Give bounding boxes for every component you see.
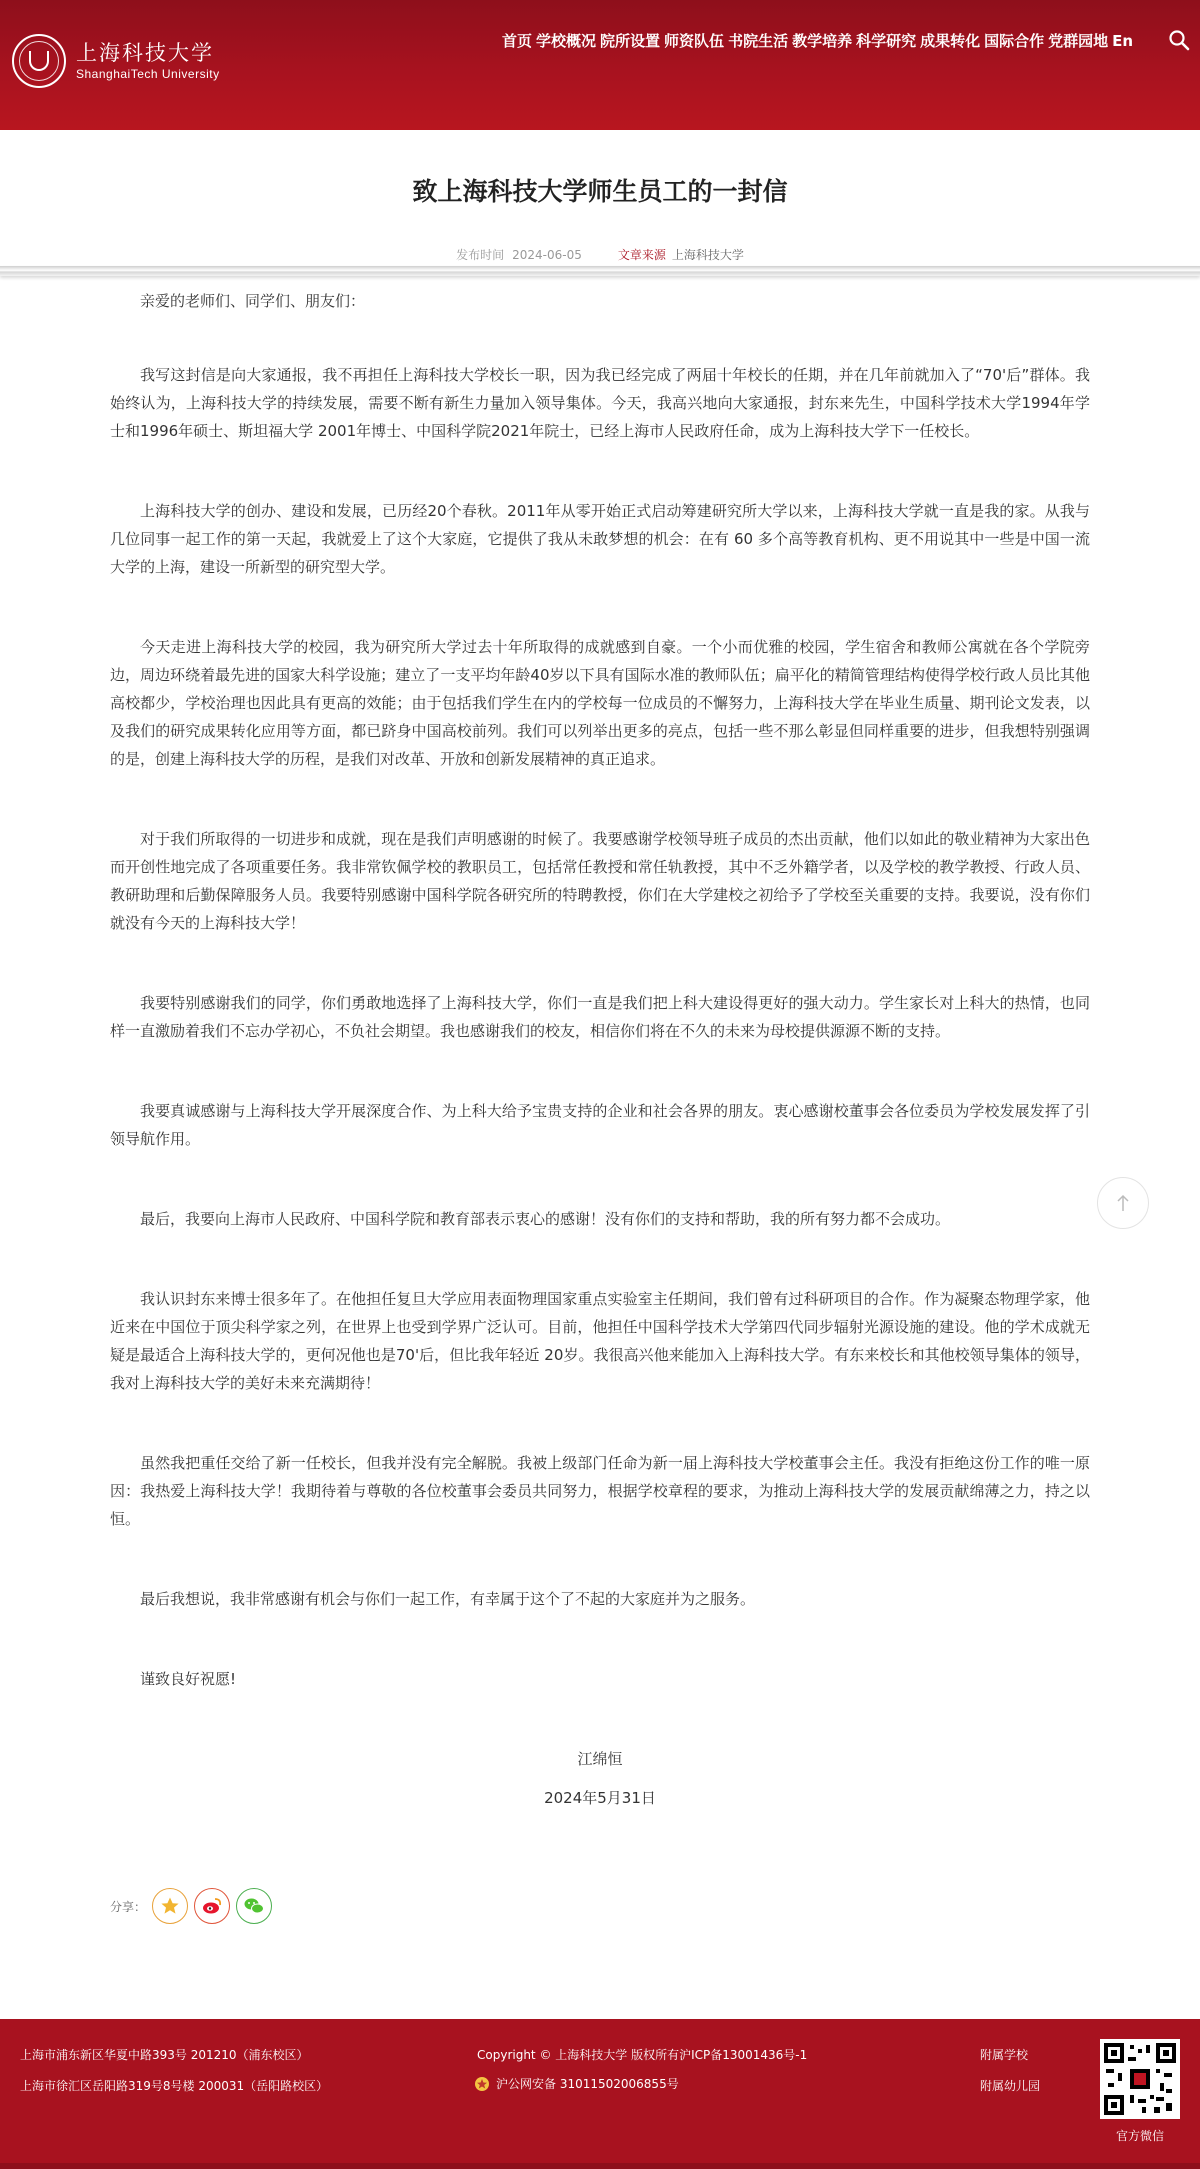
weibo-icon[interactable] xyxy=(194,1888,230,1924)
star-icon[interactable] xyxy=(152,1888,188,1924)
paragraph: 最后，我要向上海市人民政府、中国科学院和教育部表示衷心的感谢！没有你们的支持和帮助，我的所有努力都不会成功。 xyxy=(140,1210,951,1228)
paragraph: 对于我们所取得的一切进步和成就，现在是我们声明感谢的时候了。我要感谢学校领导班子成员的杰出贡献，他们以如此的敬业精神为大家出色而开创性地完成了各项重要任务。我非常钦佩学校的教职员工，包括常任教授和常任轨教授，其中不乏外籍学者，以及学校的教学教授、行政人员、教研助理和后勤保障服务人员。我要特别感谢中国科学院各研究所的特聘教授，你们在大学建校之初给予了学校至关重要的支持。我要说，没有你们就没有今天的上海科技大学！ xyxy=(110,830,1090,932)
nav-research[interactable]: 科学研究 xyxy=(856,32,917,50)
paragraph: 我写这封信是向大家通报，我不再担任上海科技大学校长一职，因为我已经完成了两届十年校长的任期，并在几年前就加入了“70'后”群体。我始终认为，上海科技大学的持续发展，需要不断有新生力量加入领导集体。今天，我高兴地向大家通报，封东来先生，中国科学技术大学1994年学士和1996年硕士、斯坦福大学 2001年博士、中国科学院2021年院士，已经上海市人民政府任命，成为上海科技大学下一任校长。 xyxy=(110,366,1090,440)
paragraph: 今天走进上海科技大学的校园，我为研究所大学过去十年所取得的成就感到自豪。一个小而优雅的校园，学生宿舍和教师公寓就在各个学院旁边，周边环绕着最先进的国家大科学设施；建立了一支平均年龄40岁以下具有国际水准的教师队伍；扁平化的精简管理结构使得学校行政人员比其他高校都少，学校治理也因此具有更高的效能；由于包括我们学生在内的学校每一位成员的不懈努力，上海科技大学在毕业生质量、期刊论文发表，以及我们的研究成果转化应用等方面，都已跻身中国高校前列。我们可以列举出更多的亮点，包括一些不那么彰显但同样重要的进步，但我想特别强调的是，创建上海科技大学的历程，是我们对改革、开放和创新发展精神的真正追求。 xyxy=(110,638,1090,768)
footer-address-pudong: 上海市浦东新区华夏中路393号 201210（浦东校区） xyxy=(20,2048,309,2062)
site-footer xyxy=(0,2019,1200,2169)
signature-name: 江绵恒 xyxy=(577,1750,623,1768)
qr-caption: 官方微信 xyxy=(1115,2129,1164,2143)
nav-international[interactable]: 国际合作 xyxy=(984,32,1045,50)
nav-education[interactable]: 教学培养 xyxy=(792,32,853,50)
nav-tech-transfer[interactable]: 成果转化 xyxy=(920,32,981,50)
paragraph-closing: 谨致良好祝愿! xyxy=(140,1670,237,1688)
title-divider xyxy=(0,266,1200,276)
nav-home[interactable]: 首页 xyxy=(502,32,533,50)
paragraph-greeting: 亲爱的老师们、同学们、朋友们： xyxy=(140,292,366,310)
paragraph: 上海科技大学的创办、建设和发展，已历经20个春秋。2011年从零开始正式启动筹建研究所大学以来，上海科技大学就一直是我的家。从我与几位同事一起工作的第一天起，我就爱上了这个大家庭，它提供了我从未敢梦想的机会：在有 60 多个高等教育机构、更不用说其中一些是中国一流大学的上海，建设一所新型的研究型大学。 xyxy=(110,502,1090,576)
paragraph: 我认识封东来博士很多年了。在他担任复旦大学应用表面物理国家重点实验室主任期间，我们曾有过科研项目的合作。作为凝聚态物理学家，他近来在中国位于顶尖科学家之列，在世界上也受到学界广泛认可。目前，他担任中国科学技术大学第四代同步辐射光源设施的建设。他的学术成就无疑是最适合上海科技大学的，更何况他也是70'后，但比我年轻近 20岁。我很高兴他来能加入上海科技大学。有东来校长和其他校领导集体的领导，我对上海科技大学的美好未来充满期待！ xyxy=(110,1290,1090,1392)
nav-college-life[interactable]: 书院生活 xyxy=(728,32,789,50)
footer-link-affiliated-school[interactable]: 附属学校 xyxy=(980,2048,1029,2062)
publish-date: 2024-06-05 xyxy=(512,248,582,262)
share-label: 分享： xyxy=(110,1899,147,1914)
signature-date: 2024年5月31日 xyxy=(544,1789,656,1807)
arrow-up-icon xyxy=(1116,1194,1130,1212)
university-logo[interactable] xyxy=(12,34,220,88)
source-value: 上海科技大学 xyxy=(671,248,744,262)
police-badge-icon xyxy=(474,2076,490,2092)
nav-faculty[interactable]: 师资队伍 xyxy=(664,32,725,50)
article-meta xyxy=(0,246,1200,264)
publish-label: 发布时间 xyxy=(456,248,505,262)
site-header xyxy=(0,0,1200,130)
nav-party[interactable]: 党群园地 xyxy=(1048,32,1109,50)
wechat-icon[interactable] xyxy=(236,1888,272,1924)
university-seal-icon xyxy=(12,34,66,88)
logo-en-name: ShanghaiTech University xyxy=(76,67,220,81)
nav-english[interactable]: En xyxy=(1112,32,1134,50)
main-nav xyxy=(502,29,1137,53)
source-label: 文章来源 xyxy=(617,248,666,262)
article-title: 致上海科技大学师生员工的一封信 xyxy=(412,177,788,206)
article-body xyxy=(110,287,1090,1812)
paragraph: 我要真诚感谢与上海科技大学开展深度合作、为上科大给予宝贵支持的企业和社会各界的朋友。衷心感谢校董事会各位委员为学校发展发挥了引领导航作用。 xyxy=(110,1102,1090,1148)
footer-address-yueyang: 上海市徐汇区岳阳路319号8号楼 200031（岳阳路校区） xyxy=(20,2079,329,2093)
nav-institutes[interactable]: 院所设置 xyxy=(600,32,661,50)
paragraph: 我要特别感谢我们的同学，你们勇敢地选择了上海科技大学，你们一直是我们把上科大建设得更好的强大动力。学生家长对上科大的热情，也同样一直激励着我们不忘办学初心，不负社会期望。我也感谢我们的校友，相信你们将在不久的未来为母校提供源源不断的支持。 xyxy=(110,994,1090,1040)
search-icon[interactable] xyxy=(1168,29,1190,51)
wechat-qr-code xyxy=(1100,2039,1180,2119)
logo-cn-name: 上海科技大学 xyxy=(76,41,214,65)
footer-copyright: Copyright © 上海科技大学 版权所有沪ICP备13001436号-1 xyxy=(477,2048,808,2062)
back-to-top-button[interactable] xyxy=(1097,1177,1149,1229)
police-record-text: 沪公网安备 31011502006855号 xyxy=(496,2077,679,2091)
footer-police-record[interactable] xyxy=(474,2075,679,2092)
footer-bottom-bar xyxy=(0,2163,1200,2169)
paragraph: 虽然我把重任交给了新一任校长，但我并没有完全解脱。我被上级部门任命为新一届上海科技大学校董事会主任。我没有拒绝这份工作的唯一原因：我热爱上海科技大学！我期待着与尊敬的各位校董事会委员共同努力，根据学校章程的要求，为推动上海科技大学的发展贡献绵薄之力，持之以恒。 xyxy=(110,1454,1090,1528)
footer-link-affiliated-kindergarten[interactable]: 附属幼儿园 xyxy=(980,2079,1041,2093)
share-bar xyxy=(110,1888,278,1924)
nav-about[interactable]: 学校概况 xyxy=(536,32,597,50)
paragraph: 最后我想说，我非常感谢有机会与你们一起工作，有幸属于这个了不起的大家庭并为之服务。 xyxy=(140,1590,756,1608)
